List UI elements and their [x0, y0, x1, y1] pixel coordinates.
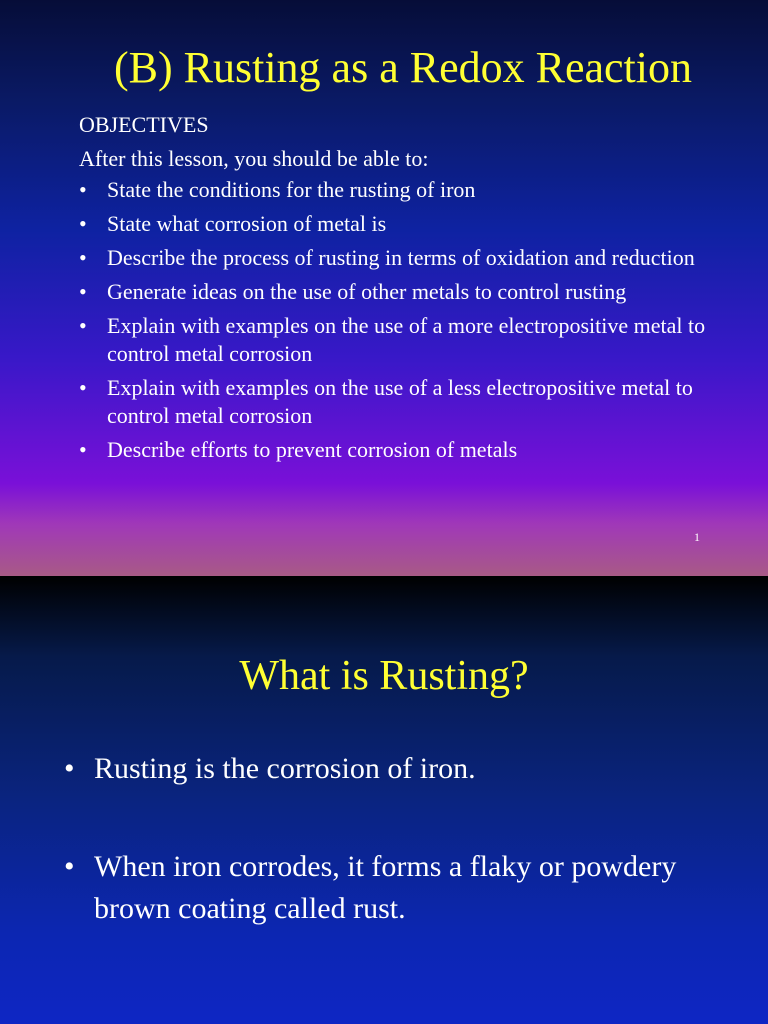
slide-what-is-rusting — [0, 576, 768, 1024]
points-list — [64, 748, 724, 986]
objectives-heading: OBJECTIVES — [79, 112, 209, 137]
objective-item: • Describe efforts to prevent corrosion of metals — [79, 436, 739, 464]
objectives-list — [79, 176, 739, 464]
objective-item: • State what corrosion of metal is — [79, 210, 739, 238]
point-item: • Rusting is the corrosion of iron. — [64, 748, 724, 790]
objective-item: • Explain with examples on the use of a less electropositive metal to control metal corrosion — [79, 374, 739, 430]
objective-item: • Generate ideas on the use of other metals to control rusting — [79, 278, 739, 306]
objectives-intro: After this lesson, you should be able to: — [79, 146, 429, 171]
objective-item: • State the conditions for the rusting of iron — [79, 176, 739, 204]
objective-item: • Explain with examples on the use of a more electropositive metal to control metal corrosion — [79, 312, 739, 368]
slide-title: (B) Rusting as a Redox Reaction — [113, 43, 692, 92]
slide-title: What is Rusting? — [239, 653, 529, 699]
objective-item: • Describe the process of rusting in terms of oxidation and reduction — [79, 244, 739, 272]
page-number: 1 — [694, 530, 700, 544]
objectives-body — [79, 110, 739, 470]
point-item: • When iron corrodes, it forms a flaky or powdery brown coating called rust. — [64, 846, 724, 930]
